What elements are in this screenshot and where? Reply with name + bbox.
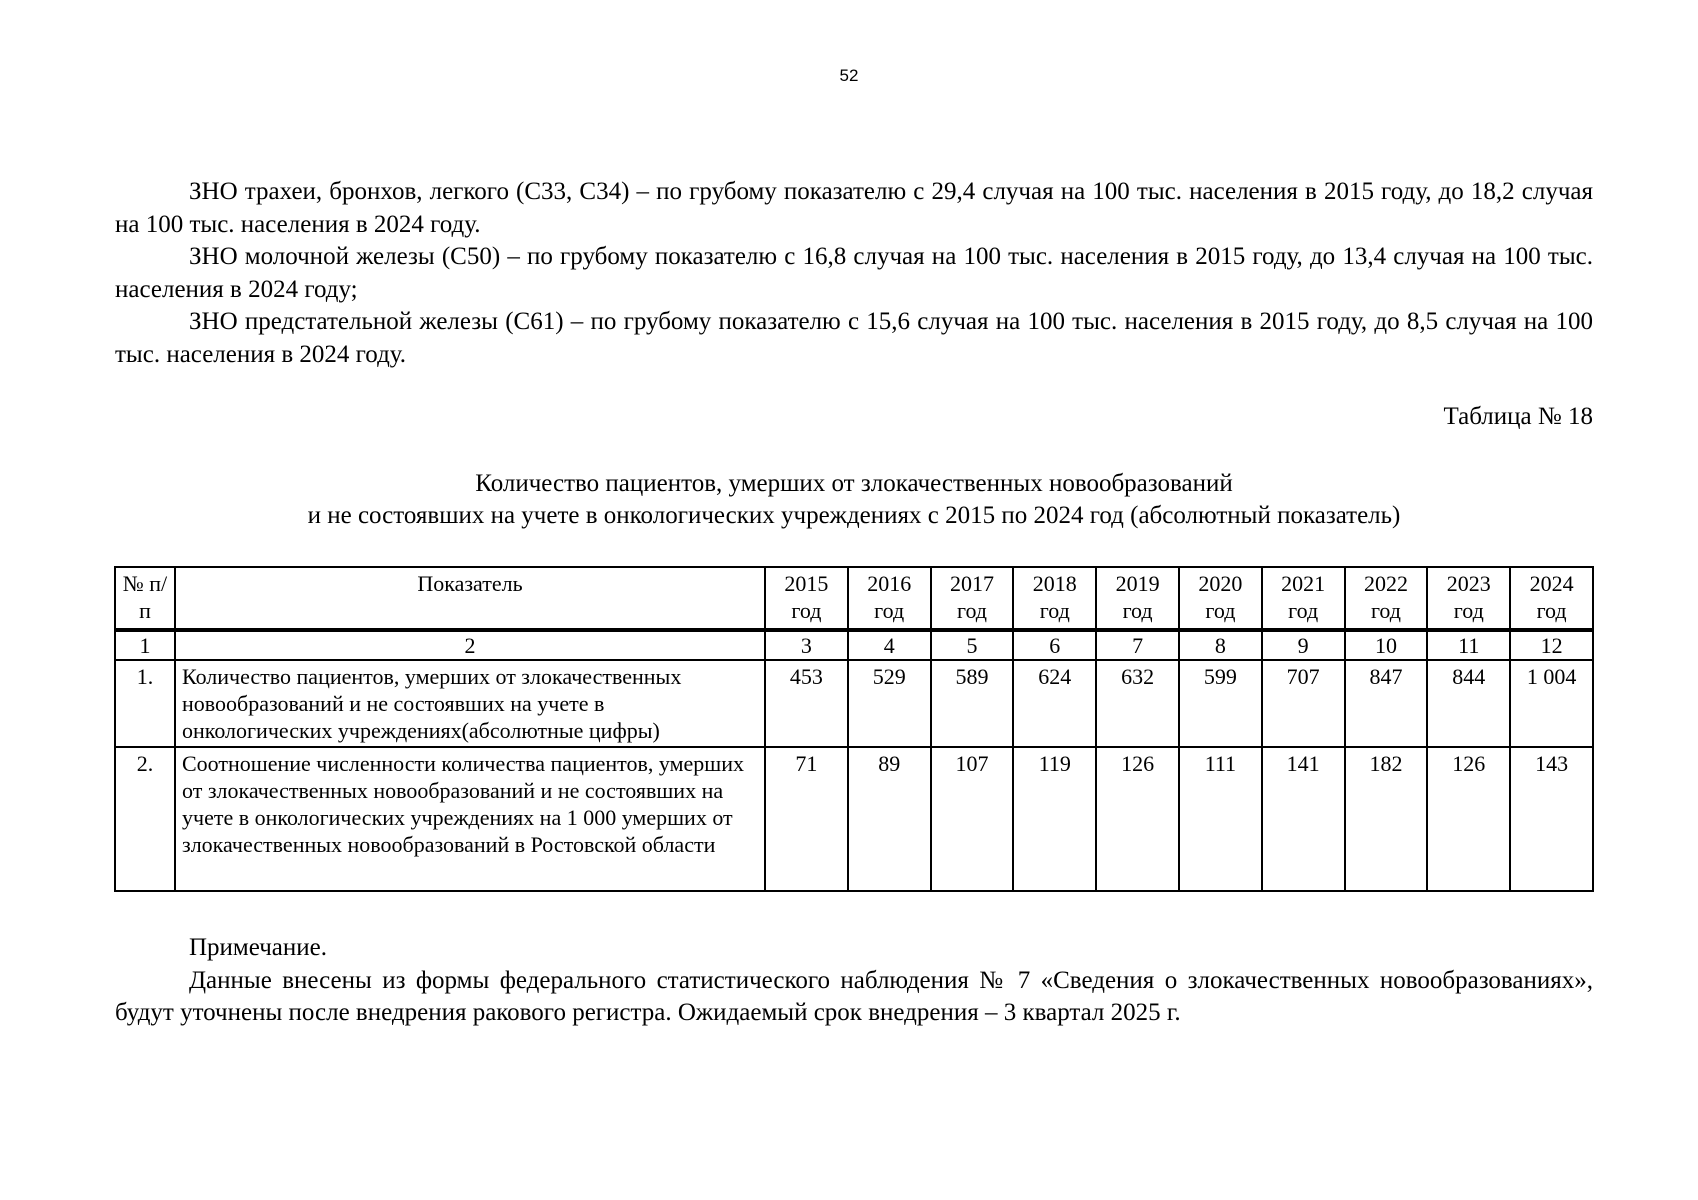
header-year: 2018 год xyxy=(1013,567,1096,630)
column-number: 6 xyxy=(1013,630,1096,660)
column-number: 12 xyxy=(1510,630,1593,660)
row-value: 182 xyxy=(1345,747,1428,891)
column-number: 11 xyxy=(1427,630,1510,660)
column-number: 2 xyxy=(175,630,765,660)
paragraph-lung: ЗНО трахеи, бронхов, легкого (С33, С34) – по грубому показателю с 29,4 случая на 100 тыс. населения в 2015 году, до 18,2 случая на 100 тыс. населения в 2024 году. xyxy=(115,178,1593,238)
row-value: 89 xyxy=(848,747,931,891)
header-year: 2020 год xyxy=(1179,567,1262,630)
row-num: 2. xyxy=(115,747,175,891)
row-value: 1 004 xyxy=(1510,660,1593,747)
table-row xyxy=(115,747,1593,891)
notes-section xyxy=(115,932,1593,1030)
row-value: 632 xyxy=(1096,660,1179,747)
body-text xyxy=(115,176,1593,371)
row-value: 844 xyxy=(1427,660,1510,747)
header-year: 2021 год xyxy=(1262,567,1345,630)
note-text: Данные внесены из формы федерального статистического наблюдения № 7 «Сведения о злокачественных новообразованиях», будут уточнены после внедрения ракового регистра. Ожидаемый срок внедрения – 3 квартал 2025 г. xyxy=(115,966,1593,1026)
header-num: № п/п xyxy=(115,567,175,630)
column-number: 10 xyxy=(1345,630,1428,660)
row-num: 1. xyxy=(115,660,175,747)
row-value: 529 xyxy=(848,660,931,747)
column-number: 3 xyxy=(765,630,848,660)
row-value: 141 xyxy=(1262,747,1345,891)
row-value: 143 xyxy=(1510,747,1593,891)
note-title: Примечание. xyxy=(189,934,328,961)
row-value: 126 xyxy=(1427,747,1510,891)
header-year: 2015 год xyxy=(765,567,848,630)
column-number: 7 xyxy=(1096,630,1179,660)
header-year: 2017 год xyxy=(931,567,1014,630)
row-value: 126 xyxy=(1096,747,1179,891)
row-value: 847 xyxy=(1345,660,1428,747)
row-value: 707 xyxy=(1262,660,1345,747)
column-number-row xyxy=(115,630,1593,660)
row-value: 599 xyxy=(1179,660,1262,747)
table-title-line-2: и не состоявших на учете в онкологических учреждениях с 2015 по 2024 год (абсолютный показатель) xyxy=(307,502,1401,529)
header-year: 2016 год xyxy=(848,567,931,630)
header-year: 2023 год xyxy=(1427,567,1510,630)
data-table xyxy=(114,566,1594,892)
row-value: 111 xyxy=(1179,747,1262,891)
row-value: 71 xyxy=(765,747,848,891)
header-year: 2024 год xyxy=(1510,567,1593,630)
header-indicator: Показатель xyxy=(175,567,765,630)
row-value: 453 xyxy=(765,660,848,747)
column-number: 1 xyxy=(115,630,175,660)
column-number: 4 xyxy=(848,630,931,660)
table-header-row xyxy=(115,567,1593,630)
paragraph-prostate: ЗНО предстательной железы (С61) – по грубому показателю с 15,6 случая на 100 тыс. населения в 2015 году, до 8,5 случая на 100 тыс. населения в 2024 году. xyxy=(115,308,1593,368)
row-value: 107 xyxy=(931,747,1014,891)
row-value: 119 xyxy=(1013,747,1096,891)
page-number: 52 xyxy=(839,66,859,85)
column-number: 9 xyxy=(1262,630,1345,660)
table-title-line-1: Количество пациентов, умерших от злокачественных новообразований xyxy=(475,470,1233,497)
table-title xyxy=(115,468,1593,532)
row-indicator: Количество пациентов, умерших от злокачественных новообразований и не состоявших на учете в онкологических учреждениях(абсолютные цифры) xyxy=(175,660,765,747)
row-indicator: Соотношение численности количества пациентов, умерших от злокачественных новообразований и не состоявших на учете в онкологических учреждениях на 1 000 умерших от злокачественных новообразований в Ростовской области xyxy=(175,747,765,891)
table-row xyxy=(115,660,1593,747)
column-number: 8 xyxy=(1179,630,1262,660)
paragraph-breast: ЗНО молочной железы (С50) – по грубому показателю с 16,8 случая на 100 тыс. населения в 2015 году, до 13,4 случая на 100 тыс. населения в 2024 году; xyxy=(115,243,1593,303)
row-value: 624 xyxy=(1013,660,1096,747)
column-number: 5 xyxy=(931,630,1014,660)
header-year: 2019 год xyxy=(1096,567,1179,630)
table-label: Таблица № 18 xyxy=(1443,403,1593,430)
header-year: 2022 год xyxy=(1345,567,1428,630)
row-value: 589 xyxy=(931,660,1014,747)
